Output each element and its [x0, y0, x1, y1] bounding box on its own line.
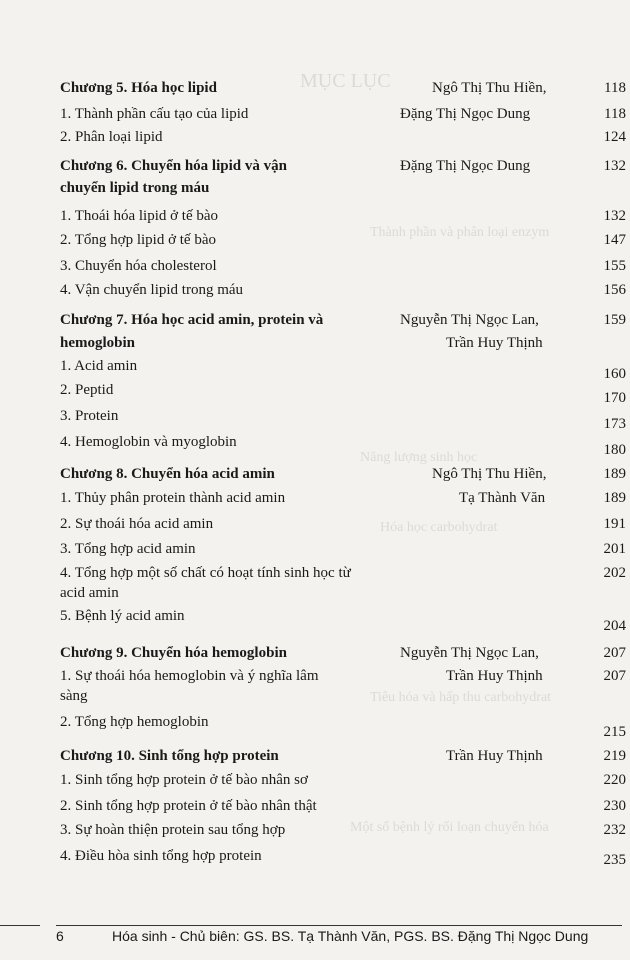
chapter-title: Chương 5. Hóa học lipid [60, 80, 217, 96]
chapter-author: Trần Huy Thịnh [446, 748, 543, 764]
section-page: 132 [603, 208, 626, 224]
section-label: 2. Phân loại lipid [60, 129, 163, 145]
section-page: 207 [603, 668, 626, 684]
section-label: 1. Sinh tổng hợp protein ở tế bào nhân sơ [60, 772, 308, 788]
section-row [60, 206, 626, 230]
section-page: 215 [603, 724, 626, 740]
section-row [60, 406, 626, 430]
chapter-author: Nguyễn Thị Ngọc Lan, [400, 645, 539, 661]
section-label: 2. Peptid [60, 382, 114, 398]
show-through-text: Một số bệnh lý rối loạn chuyển hóa [350, 820, 549, 835]
section-label: acid amin [60, 585, 119, 601]
section-page: 220 [603, 772, 626, 788]
section-row [60, 606, 626, 634]
show-through-text: Tiêu hóa và hấp thu carbohydrat [370, 690, 552, 705]
chapter-title-line [60, 333, 626, 357]
section-label: 4. Hemoglobin và myoglobin [60, 434, 237, 450]
chapter-row [60, 464, 626, 488]
section-row [60, 256, 626, 280]
section-row [60, 380, 626, 404]
chapter-row [60, 310, 626, 334]
chapter-author: Nguyễn Thị Ngọc Lan, [400, 312, 539, 328]
section-label: 1. Sự thoái hóa hemoglobin và ý nghĩa lâm [60, 668, 319, 684]
section-page: 180 [603, 442, 626, 458]
section-label: 5. Bệnh lý acid amin [60, 608, 185, 624]
section-page: 118 [604, 106, 626, 122]
section-page: 156 [603, 282, 626, 298]
chapter-author: Đặng Thị Ngọc Dung [400, 106, 531, 122]
show-through-text: Hóa học carbohydrat [380, 520, 498, 535]
chapter-row [60, 643, 626, 667]
section-page: 202 [603, 565, 626, 581]
footer-rule [56, 925, 622, 926]
section-page: 170 [603, 390, 626, 406]
section-page: 155 [603, 258, 626, 274]
chapter-title-line [60, 178, 626, 202]
chapter-author: Ngô Thị Thu Hiền, [432, 466, 547, 482]
chapter-author: Trần Huy Thịnh [446, 668, 543, 684]
chapter-row [60, 156, 626, 180]
chapter-title: Chương 7. Hóa học acid amin, protein và [60, 312, 324, 328]
section-label: 2. Tổng hợp lipid ở tế bào [60, 232, 216, 248]
section-row [60, 539, 626, 563]
section-label: 3. Sự hoàn thiện protein sau tổng hợp [60, 822, 286, 838]
chapter-page: 189 [603, 466, 626, 482]
chapter-author: Ngô Thị Thu Hiền, [432, 80, 547, 96]
chapter-page: 159 [603, 312, 626, 328]
section-row [60, 230, 626, 254]
section-page: 230 [603, 798, 626, 814]
section-row [60, 280, 626, 304]
section-page: 232 [603, 822, 626, 838]
footer-page-number: 6 [56, 928, 64, 944]
chapter-row [60, 746, 626, 770]
section-label: 1. Thoái hóa lipid ở tế bào [60, 208, 219, 224]
chapter-title: Chương 6. Chuyển hóa lipid và vận [60, 158, 287, 174]
section-label: 2. Sinh tổng hợp protein ở tế bào nhân thật [60, 798, 317, 814]
chapter-title: Chương 9. Chuyển hóa hemoglobin [60, 645, 287, 661]
section-row [60, 770, 626, 794]
section-label: 4. Tổng hợp một số chất có hoạt tính sinh học từ [60, 565, 351, 581]
chapter-page: 207 [603, 645, 626, 661]
section-row [60, 820, 626, 844]
section-label: 1. Thành phần cấu tạo của lipid [60, 106, 249, 122]
section-label: 3. Protein [60, 408, 119, 424]
section-page: 160 [603, 366, 626, 382]
show-through-text: MỤC LỤC [300, 70, 391, 92]
section-page: 124 [603, 129, 626, 145]
chapter-title: chuyển lipid trong máu [60, 180, 210, 196]
section-row [60, 846, 626, 870]
chapter-author: Tạ Thành Văn [459, 490, 546, 506]
section-label: 1. Thủy phân protein thành acid amin [60, 490, 286, 506]
section-label: 2. Tổng hợp hemoglobin [60, 714, 209, 730]
section-row [60, 796, 626, 820]
chapter-title: Chương 10. Sinh tổng hợp protein [60, 748, 279, 764]
section-page: 204 [603, 618, 626, 634]
section-row [60, 432, 626, 456]
section-row [60, 712, 626, 740]
section-row [60, 488, 626, 512]
section-row [60, 127, 626, 151]
section-row [60, 514, 626, 538]
footer-rule [0, 925, 40, 926]
chapter-row [60, 78, 626, 102]
section-page: 147 [603, 232, 626, 248]
section-row [60, 104, 626, 128]
footer-running-title: Hóa sinh - Chủ biên: GS. BS. Tạ Thành Văn, PGS. BS. Đặng Thị Ngọc Dung [112, 928, 589, 944]
section-label: sàng [60, 688, 88, 704]
section-label-line [60, 583, 626, 607]
chapter-page: 132 [603, 158, 626, 174]
section-label: 3. Tổng hợp acid amin [60, 541, 196, 557]
show-through-text: Năng lượng sinh học [360, 450, 478, 465]
section-page: 235 [603, 852, 626, 868]
section-page: 189 [603, 490, 626, 506]
chapter-author: Đặng Thị Ngọc Dung [400, 158, 531, 174]
section-label: 3. Chuyển hóa cholesterol [60, 258, 217, 274]
section-row [60, 356, 626, 380]
chapter-page: 118 [604, 80, 626, 96]
section-page: 173 [603, 416, 626, 432]
section-page: 201 [603, 541, 626, 557]
chapter-title: Chương 8. Chuyển hóa acid amin [60, 466, 275, 482]
chapter-author: Trần Huy Thịnh [446, 335, 543, 351]
chapter-title: hemoglobin [60, 335, 136, 351]
section-label-line [60, 686, 626, 710]
section-label: 4. Điều hòa sinh tổng hợp protein [60, 848, 262, 864]
show-through-text: Thành phần và phân loại enzym [370, 225, 550, 240]
section-label: 1. Acid amin [60, 358, 138, 374]
section-label: 4. Vận chuyển lipid trong máu [60, 282, 244, 298]
chapter-page: 219 [603, 748, 626, 764]
section-page: 191 [603, 516, 626, 532]
section-label: 2. Sự thoái hóa acid amin [60, 516, 214, 532]
